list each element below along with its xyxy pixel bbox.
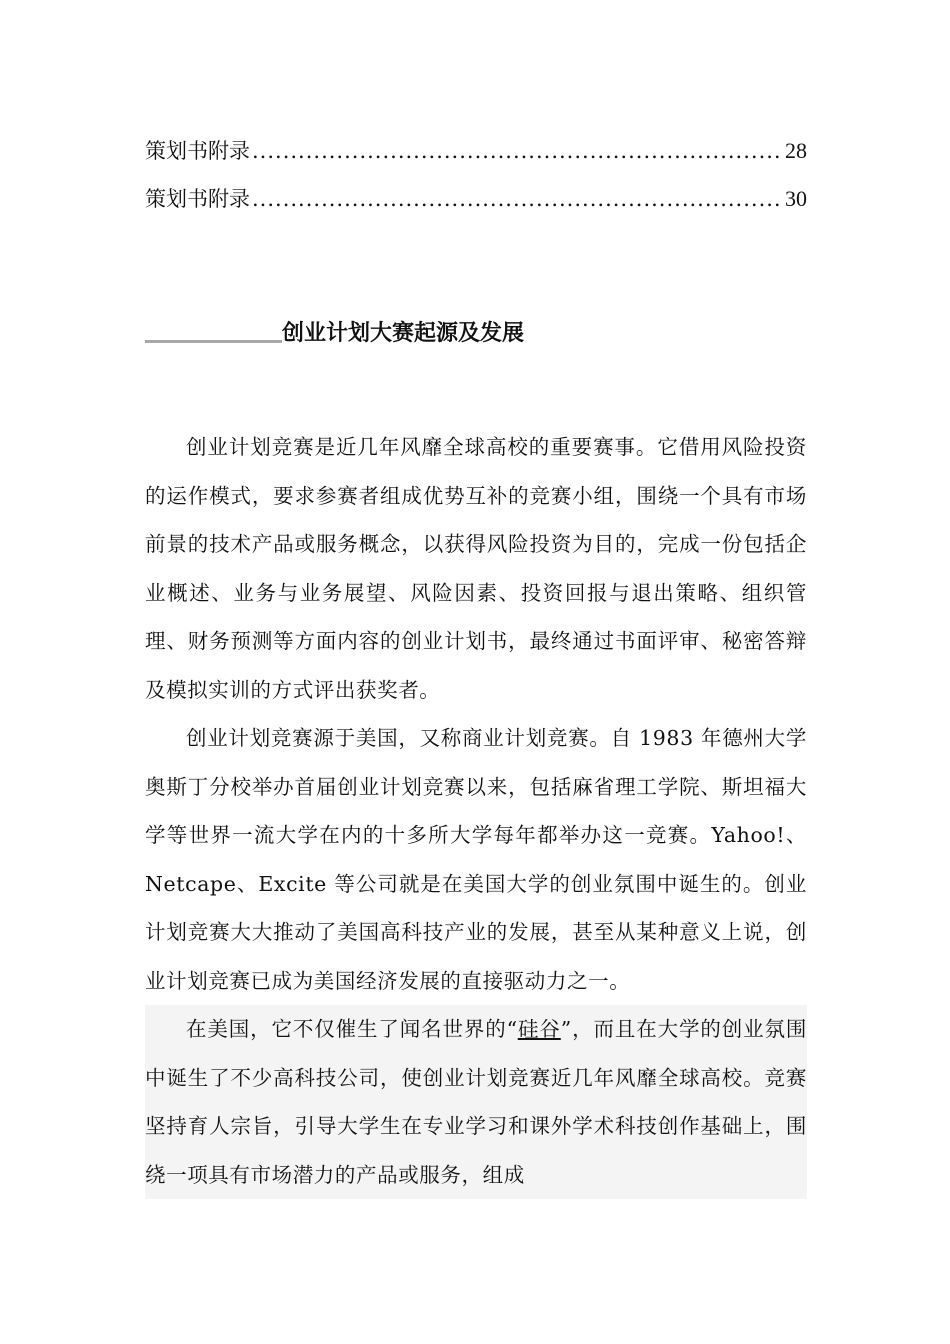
paragraph: 创业计划竞赛是近几年风靡全球高校的重要赛事。它借用风险投资的运作模式，要求参赛者组成优势互补的竞赛小组，围绕一个具有市场前景的技术产品或服务概念，以获得风险投资为目的，完成一份包括企业概述、业务与业务展望、风险因素、投资回报与退出策略、组织管理、财务预测等方面内容的创业计划书，最终通过书面评审、秘密答辩及模拟实训的方式评出获奖者。	[145, 435, 807, 702]
paragraph: 创业计划竞赛源于美国，又称商业计划竞赛。自 1983 年德州大学奥斯丁分校举办首届创业计划竞赛以来，包括麻省理工学院、斯坦福大学等世界一流大学在内的十多所大学每年都举办这一竞赛。Yahoo!、Netcape、Excite 等公司就是在美国大学的创业氛围中诞生的。创业计划竞赛大大推动了美国高科技产业的发展，甚至从某种意义上说，创业计划竞赛已成为美国经济发展的直接驱动力之一。	[145, 726, 807, 993]
toc-entry-page: 28	[785, 138, 807, 163]
paragraph-text-end: ”，而且在大学的创业氛围中诞生了不少高科技公司，使创业计划竞赛近几年风靡全球高校。竞赛坚持育人宗旨，引导大学生在专业学习和课外学术科技创作基础上，围绕一项具有市场潜力的产品或服务，组成	[145, 1017, 807, 1187]
silicon-valley-link[interactable]: 硅谷	[517, 1017, 561, 1041]
toc-entry-title: 策划书附录	[145, 139, 250, 163]
toc-dot-leader	[252, 181, 783, 217]
paragraph-text-start: 在美国，它不仅催生了闻名世界的“	[186, 1017, 518, 1041]
toc-entry[interactable]	[145, 133, 807, 181]
heading-rule	[145, 340, 282, 343]
section-title: 创业计划大赛起源及发展	[282, 320, 525, 346]
table-of-contents	[145, 133, 807, 229]
toc-entry-page: 30	[785, 186, 807, 211]
toc-dot-leader	[252, 133, 783, 169]
paragraph-highlighted	[145, 1005, 807, 1199]
section-heading	[145, 311, 524, 347]
body-text	[145, 423, 807, 1199]
toc-entry-title: 策划书附录	[145, 187, 250, 211]
toc-entry[interactable]	[145, 181, 807, 229]
